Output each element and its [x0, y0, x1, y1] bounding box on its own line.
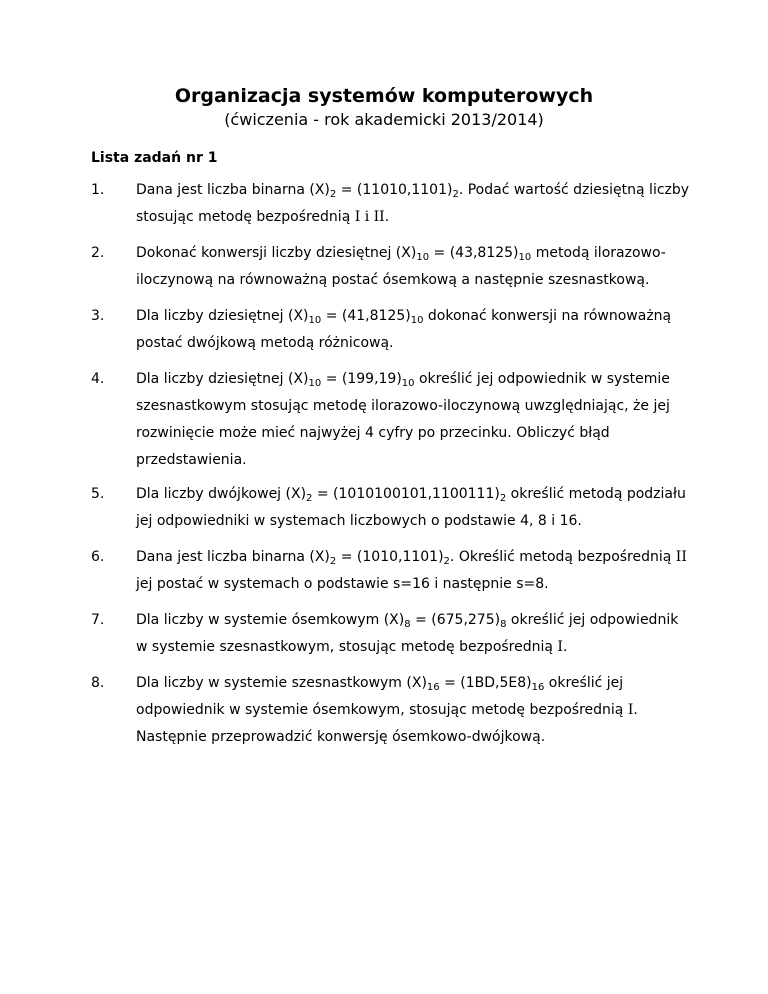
task-line: Dla liczby w systemie szesnastkowym $(X)_{16} = (1BD,5E8)_{16}$ określić jej	[136, 675, 624, 693]
task-text	[136, 544, 696, 598]
task-text	[136, 240, 696, 294]
document-title: Organizacja systemów komputerowych	[174, 85, 594, 107]
task-line: postać dwójkową metodą różnicową.	[136, 335, 394, 351]
task-text	[136, 303, 696, 357]
task-text	[136, 366, 696, 474]
task-number: 3.	[91, 308, 105, 324]
task-number: 1.	[91, 182, 105, 198]
task-line: iloczynową na równoważną postać ósemkową a następnie szesnastkową.	[136, 272, 650, 288]
task-number: 7.	[91, 612, 105, 628]
task-text	[136, 607, 696, 661]
task-line: szesnastkowym stosując metodę ilorazowo-iloczynową uwzględniając, że jej	[136, 398, 670, 414]
task-line: Dokonać konwersji liczby dziesiętnej $(X)_{10} = (43,8125)_{10}$ metodą ilorazowo-	[136, 245, 666, 263]
task-line: jej postać w systemach o podstawie s=16 i następnie s=8.	[136, 576, 549, 592]
task-line: Następnie przeprowadzić konwersję ósemkowo-dwójkową.	[136, 729, 546, 745]
task-line: Dla liczby w systemie ósemkowym $(X)_8 = (675,275)_8$ określić jej odpowiednik	[136, 612, 679, 630]
task-number: 2.	[91, 245, 105, 261]
list-heading: Lista zadań nr 1	[91, 150, 218, 166]
task-line: przedstawienia.	[136, 452, 247, 468]
task-line: jej odpowiedniki w systemach liczbowych o podstawie 4, 8 i 16.	[136, 513, 582, 529]
task-line: Dla liczby dziesiętnej $(X)_{10} = (199,19)_{10}$ określić jej odpowiednik w systemie	[136, 371, 670, 389]
task-number: 6.	[91, 549, 105, 565]
task-line: stosując metodę bezpośrednią I i II.	[136, 209, 390, 225]
task-line: rozwinięcie może mieć najwyżej 4 cyfry po przecinku. Obliczyć błąd	[136, 425, 610, 441]
task-number: 5.	[91, 486, 105, 502]
task-text	[136, 481, 696, 535]
task-line: odpowiednik w systemie ósemkowym, stosując metodę bezpośrednią I.	[136, 702, 638, 718]
document-subtitle: (ćwiczenia - rok akademicki 2013/2014)	[224, 110, 544, 129]
task-line: Dla liczby dziesiętnej $(X)_{10} = (41,8125)_{10}$ dokonać konwersji na równoważną	[136, 308, 672, 326]
task-line: Dana jest liczba binarna $(X)_2 = (1010,1101)_2$. Określić metodą bezpośrednią II	[136, 549, 687, 567]
task-line: w systemie szesnastkowym, stosując metodę bezpośrednią I.	[136, 639, 568, 655]
task-line: Dla liczby dwójkowej $(X)_2 = (1010100101,1100111)_2$ określić metodą podziału	[136, 486, 686, 504]
task-text	[136, 670, 696, 751]
task-line: Dana jest liczba binarna $(X)_2 = (11010,1101)_2$. Podać wartość dziesiętną liczby	[136, 182, 690, 200]
task-number: 4.	[91, 371, 105, 387]
task-number: 8.	[91, 675, 105, 691]
task-text	[136, 177, 696, 231]
